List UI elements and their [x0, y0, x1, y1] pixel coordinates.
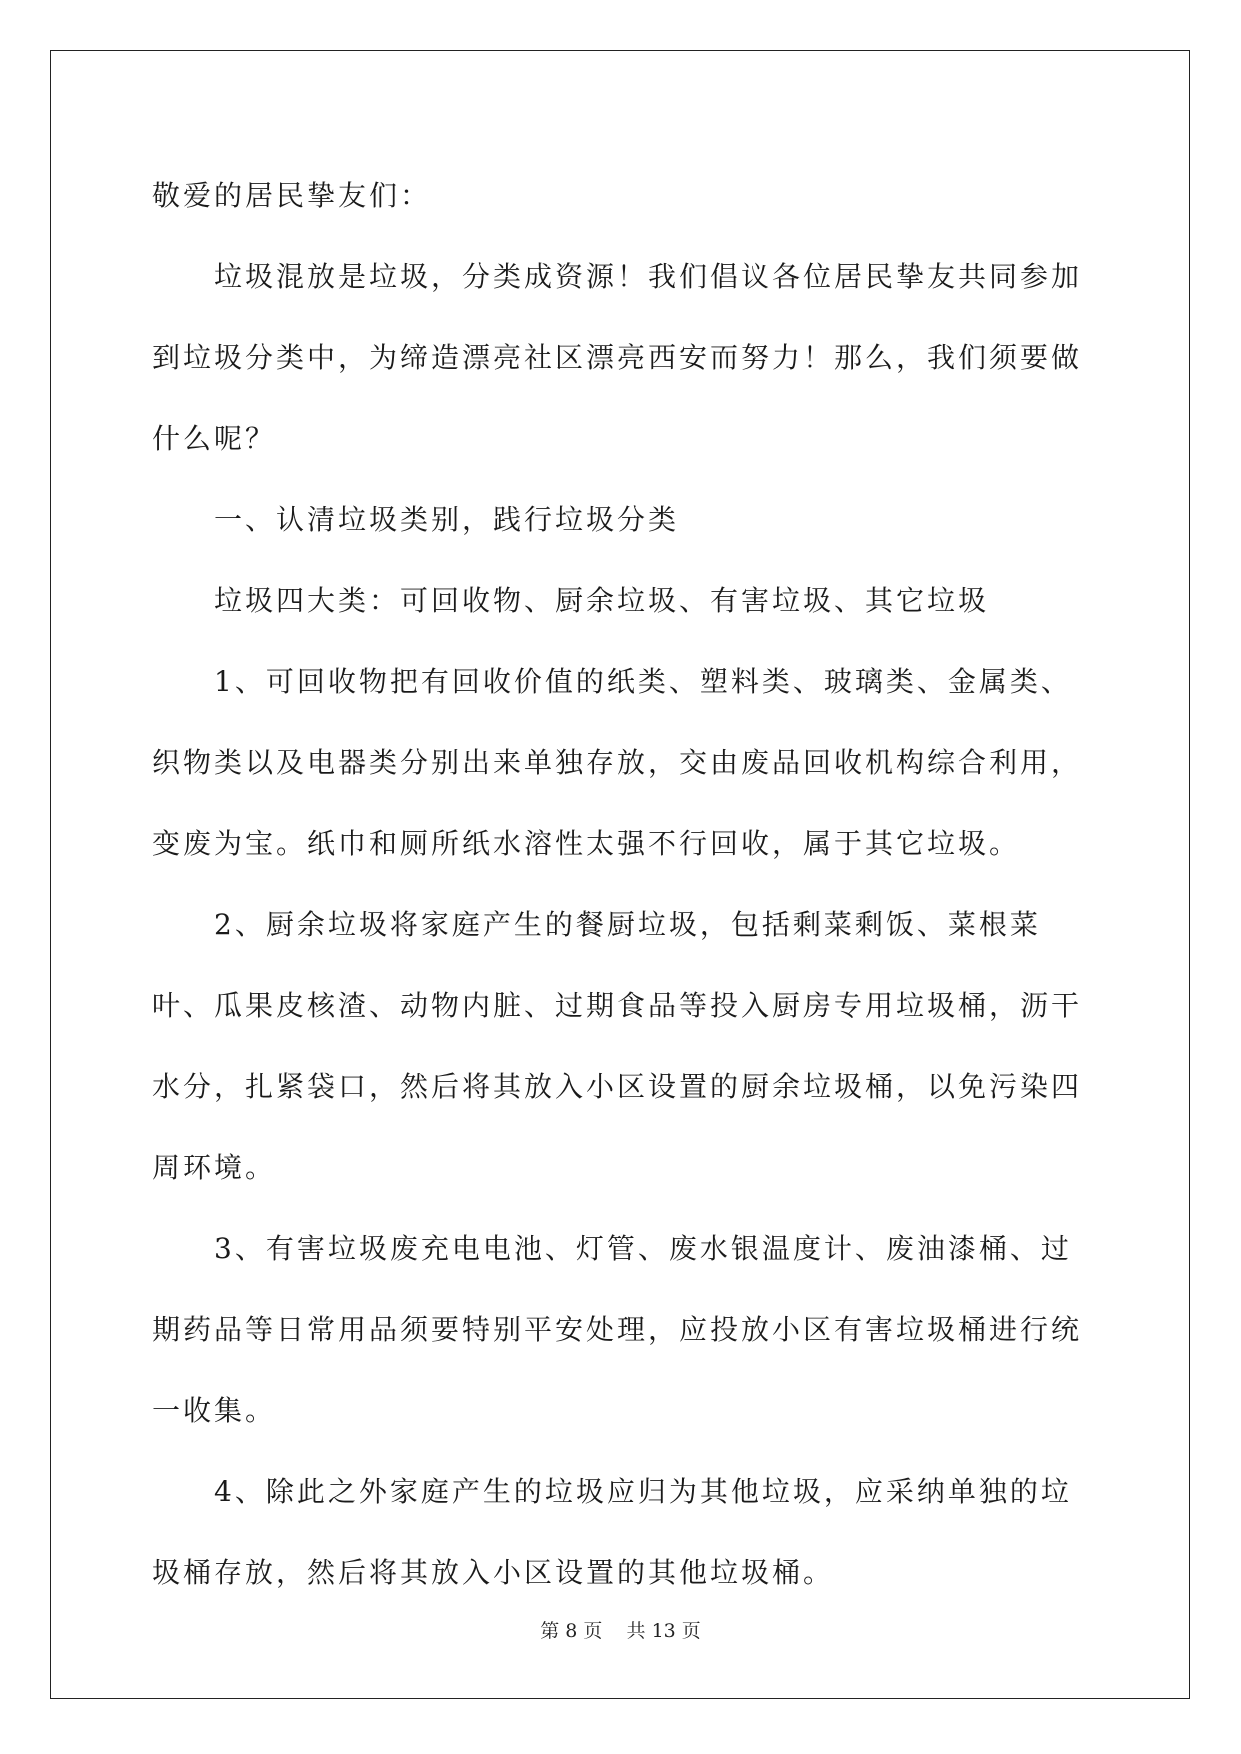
- document-body: [152, 155, 1092, 1613]
- greeting: 敬爱的居民挚友们：: [152, 179, 432, 212]
- paragraph-hazardous-waste: 3、有害垃圾废充电电池、灯管、废水银温度计、废油漆桶、过期药品等日常用品须要特别平安处理，应投放小区有害垃圾桶进行统一收集。: [152, 1232, 1083, 1427]
- page-number: 第 8 页 共 13 页: [540, 1620, 701, 1642]
- paragraph-kitchen-waste: 2、厨余垃圾将家庭产生的餐厨垃圾，包括剩菜剩饭、菜根菜叶、瓜果皮核渣、动物内脏、过期食品等投入厨房专用垃圾桶，沥干水分，扎紧袋口，然后将其放入小区设置的厨余垃圾桶，以免污染四周环境。: [152, 908, 1083, 1184]
- paragraph-intro: 垃圾混放是垃圾，分类成资源！我们倡议各位居民挚友共同参加到垃圾分类中，为缔造漂亮社区漂亮西安而努力！那么，我们须要做什么呢？: [152, 260, 1083, 455]
- paragraph-categories: 垃圾四大类：可回收物、厨余垃圾、有害垃圾、其它垃圾: [214, 584, 990, 617]
- paragraph-recyclables: 1、可回收物把有回收价值的纸类、塑料类、玻璃类、金属类、织物类以及电器类分别出来单独存放，交由废品回收机构综合利用，变废为宝。纸巾和厕所纸水溶性太强不行回收，属于其它垃圾。: [152, 665, 1083, 860]
- paragraph-other-waste: 4、除此之外家庭产生的垃圾应归为其他垃圾，应采纳单独的垃圾桶存放，然后将其放入小区设置的其他垃圾桶。: [152, 1475, 1072, 1589]
- section-heading: 一、认清垃圾类别，践行垃圾分类: [214, 503, 680, 536]
